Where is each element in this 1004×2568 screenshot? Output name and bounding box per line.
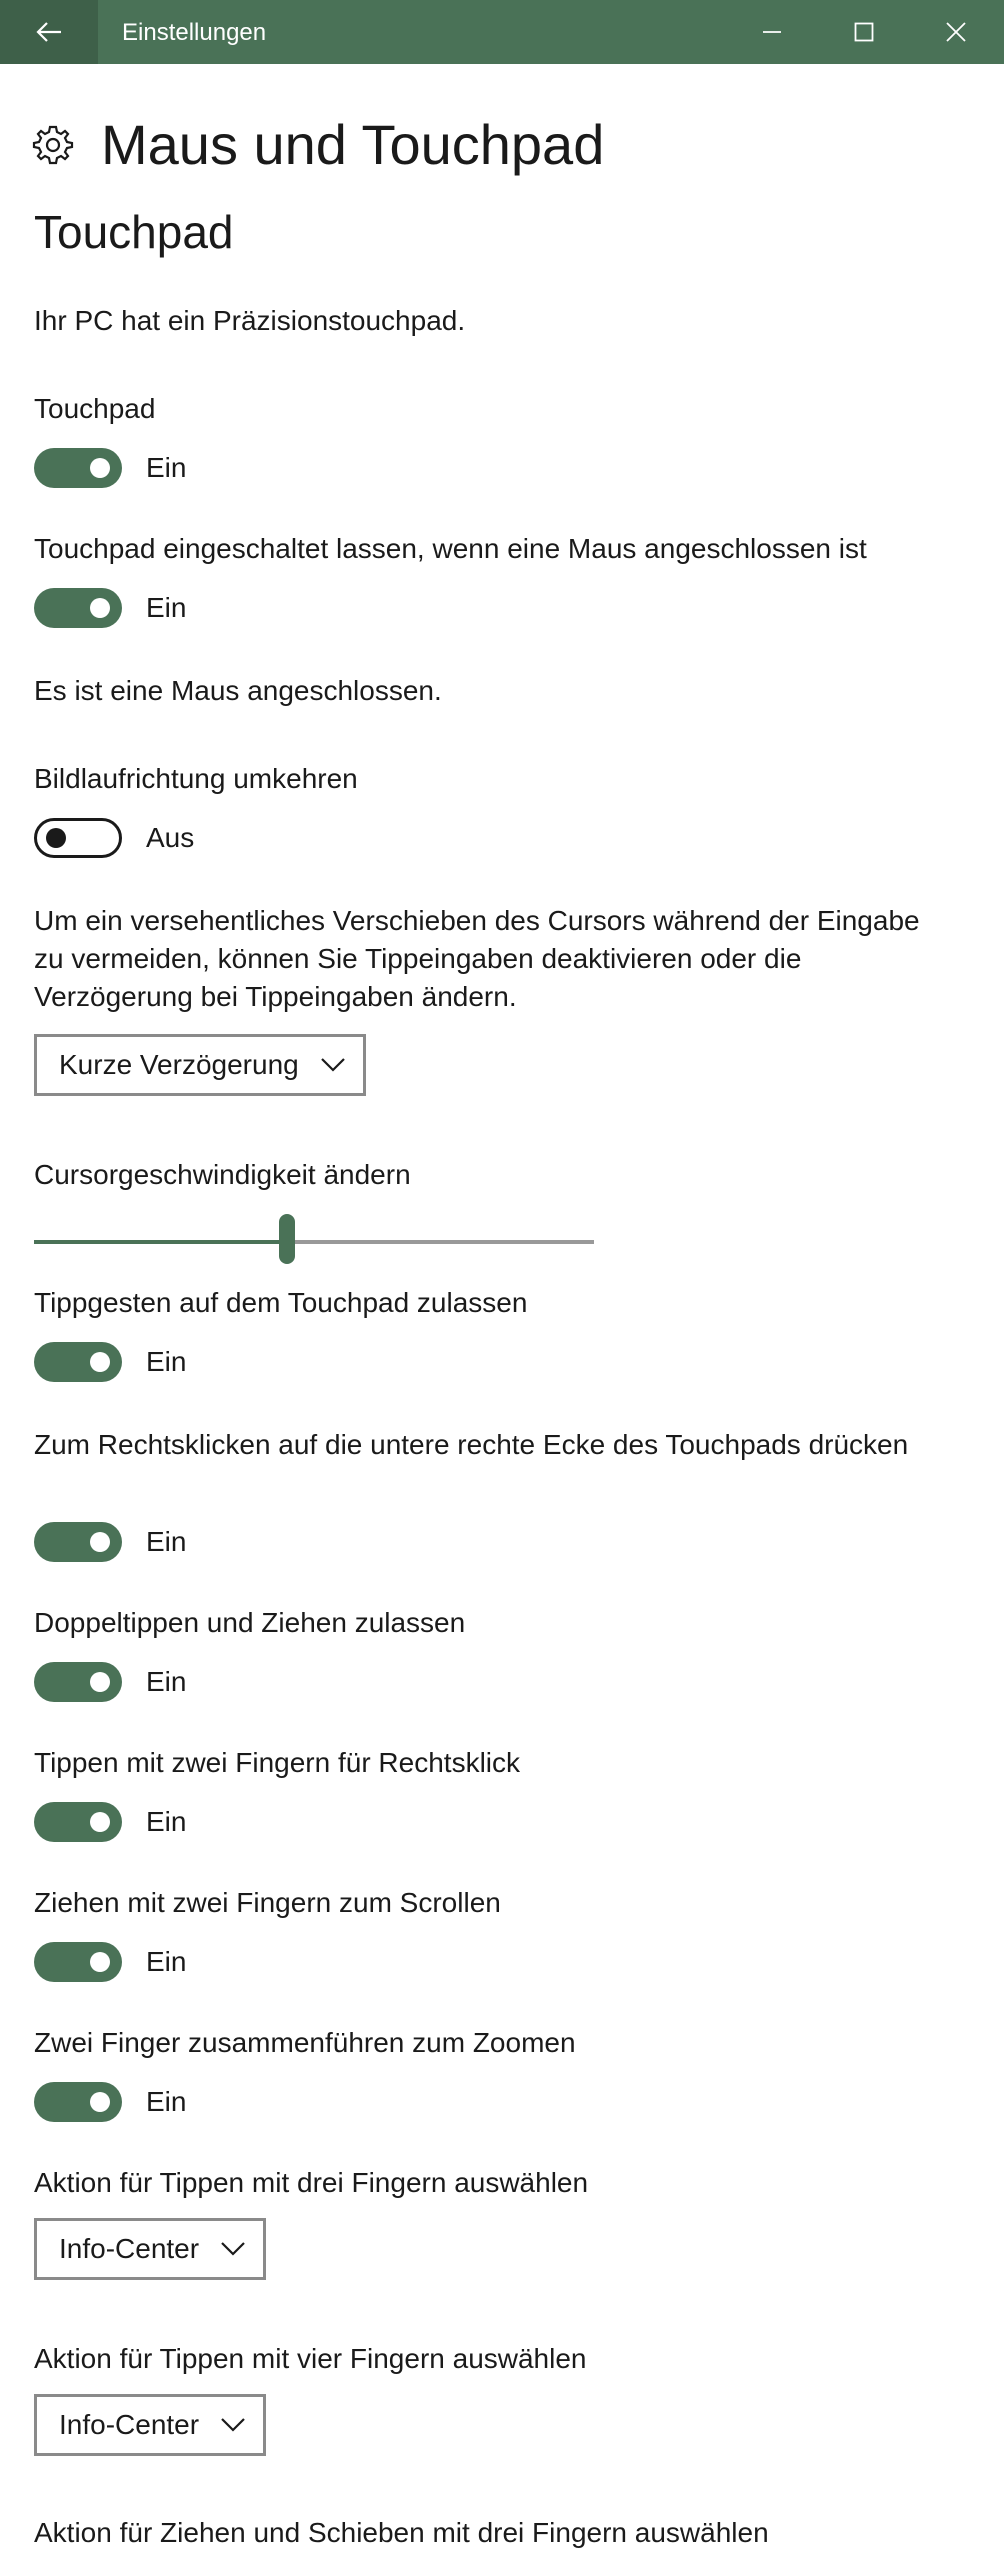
reverse-scroll-row bbox=[34, 818, 194, 858]
reverse-scroll-state: Aus bbox=[146, 822, 195, 853]
keep-touchpad-on-toggle[interactable] bbox=[34, 588, 122, 628]
three-finger-tap-label: Aktion für Tippen mit drei Fingern auswählen bbox=[34, 2167, 589, 2198]
two-finger-right-click-toggle[interactable] bbox=[34, 1802, 122, 1842]
tap-gestures-toggle[interactable] bbox=[34, 1342, 122, 1382]
typing-delay-description: Um ein versehentliches Verschieben des Cursors während der Eingabe zu vermeiden, können Sie Tippeingaben deaktivieren oder die Verzögerung bei Tippeingaben ändern. bbox=[34, 905, 920, 1012]
precision-touchpad-info: Ihr PC hat ein Präzisionstouchpad. bbox=[34, 305, 466, 336]
slider-track-filled bbox=[34, 1240, 279, 1244]
tap-gestures-row bbox=[34, 1342, 186, 1382]
right-click-corner-toggle[interactable] bbox=[34, 1522, 122, 1562]
chevron-down-icon bbox=[221, 2418, 245, 2432]
cursor-speed-slider[interactable] bbox=[34, 1214, 594, 1270]
three-finger-swipe-label: Aktion für Ziehen und Schieben mit drei Fingern auswählen bbox=[34, 2517, 769, 2548]
right-click-corner-row bbox=[34, 1522, 186, 1562]
three-finger-tap-dropdown[interactable] bbox=[34, 2218, 266, 2280]
keep-touchpad-on-row bbox=[34, 588, 186, 628]
tap-gestures-label: Tippgesten auf dem Touchpad zulassen bbox=[34, 1287, 528, 1318]
double-tap-drag-state: Ein bbox=[146, 1666, 187, 1697]
typing-delay-dropdown[interactable] bbox=[34, 1034, 366, 1096]
toggle-knob bbox=[90, 598, 110, 618]
two-finger-right-click-label: Tippen mit zwei Fingern für Rechtsklick bbox=[34, 1747, 521, 1778]
two-finger-right-click-row bbox=[34, 1802, 186, 1842]
toggle-knob bbox=[90, 458, 110, 478]
pinch-zoom-toggle[interactable] bbox=[34, 2082, 122, 2122]
close-icon bbox=[946, 22, 966, 42]
chevron-down-icon bbox=[321, 1058, 345, 1072]
cursor-speed-label: Cursorgeschwindigkeit ändern bbox=[34, 1159, 411, 1190]
toggle-knob bbox=[46, 828, 66, 848]
back-arrow-icon bbox=[36, 21, 62, 43]
double-tap-drag-label: Doppeltippen und Ziehen zulassen bbox=[34, 1607, 466, 1638]
right-click-corner-state: Ein bbox=[146, 1526, 187, 1557]
maximize-button[interactable] bbox=[818, 0, 910, 64]
touchpad-label: Touchpad bbox=[34, 393, 156, 424]
double-tap-drag-toggle[interactable] bbox=[34, 1662, 122, 1702]
toggle-knob bbox=[90, 1532, 110, 1552]
toggle-knob bbox=[90, 1952, 110, 1972]
slider-thumb[interactable] bbox=[279, 1214, 295, 1264]
title-bar bbox=[0, 0, 1004, 64]
reverse-scroll-label: Bildlaufrichtung umkehren bbox=[34, 763, 358, 794]
pinch-zoom-label: Zwei Finger zusammenführen zum Zoomen bbox=[34, 2027, 576, 2058]
toggle-knob bbox=[90, 2092, 110, 2112]
two-finger-scroll-state: Ein bbox=[146, 1946, 187, 1977]
back-button[interactable] bbox=[0, 0, 98, 64]
reverse-scroll-toggle[interactable] bbox=[34, 818, 122, 858]
pinch-zoom-state: Ein bbox=[146, 2086, 187, 2117]
window-title: Einstellungen bbox=[122, 19, 267, 46]
three-finger-tap-selected: Info-Center bbox=[59, 2233, 200, 2264]
page-title: Maus und Touchpad bbox=[101, 113, 605, 176]
toggle-knob bbox=[90, 1672, 110, 1692]
mouse-connected-info: Es ist eine Maus angeschlossen. bbox=[34, 675, 442, 706]
minimize-icon bbox=[762, 22, 782, 42]
four-finger-tap-selected: Info-Center bbox=[59, 2409, 200, 2440]
two-finger-right-click-state: Ein bbox=[146, 1806, 187, 1837]
gear-icon bbox=[32, 124, 74, 166]
touchpad-toggle-row bbox=[34, 448, 186, 488]
two-finger-scroll-row bbox=[34, 1942, 186, 1982]
keep-touchpad-on-label: Touchpad eingeschaltet lassen, wenn eine Maus angeschlossen ist bbox=[34, 533, 867, 564]
section-title: Touchpad bbox=[34, 206, 234, 258]
chevron-down-icon bbox=[221, 2242, 245, 2256]
four-finger-tap-dropdown[interactable] bbox=[34, 2394, 266, 2456]
four-finger-tap-label: Aktion für Tippen mit vier Fingern auswählen bbox=[34, 2343, 587, 2374]
two-finger-scroll-label: Ziehen mit zwei Fingern zum Scrollen bbox=[34, 1887, 501, 1918]
toggle-knob bbox=[90, 1812, 110, 1832]
touchpad-toggle-state: Ein bbox=[146, 452, 187, 483]
keep-touchpad-on-state: Ein bbox=[146, 592, 187, 623]
two-finger-scroll-toggle[interactable] bbox=[34, 1942, 122, 1982]
right-click-corner-label: Zum Rechtsklicken auf die untere rechte Ecke des Touchpads drücken bbox=[34, 1429, 909, 1460]
touchpad-toggle[interactable] bbox=[34, 448, 122, 488]
minimize-button[interactable] bbox=[726, 0, 818, 64]
pinch-zoom-row bbox=[34, 2082, 186, 2122]
typing-delay-selected: Kurze Verzögerung bbox=[59, 1049, 299, 1080]
tap-gestures-state: Ein bbox=[146, 1346, 187, 1377]
double-tap-drag-row bbox=[34, 1662, 186, 1702]
maximize-icon bbox=[854, 22, 874, 42]
toggle-knob bbox=[90, 1352, 110, 1372]
close-button[interactable] bbox=[910, 0, 1002, 64]
slider-track-remaining bbox=[295, 1240, 594, 1244]
